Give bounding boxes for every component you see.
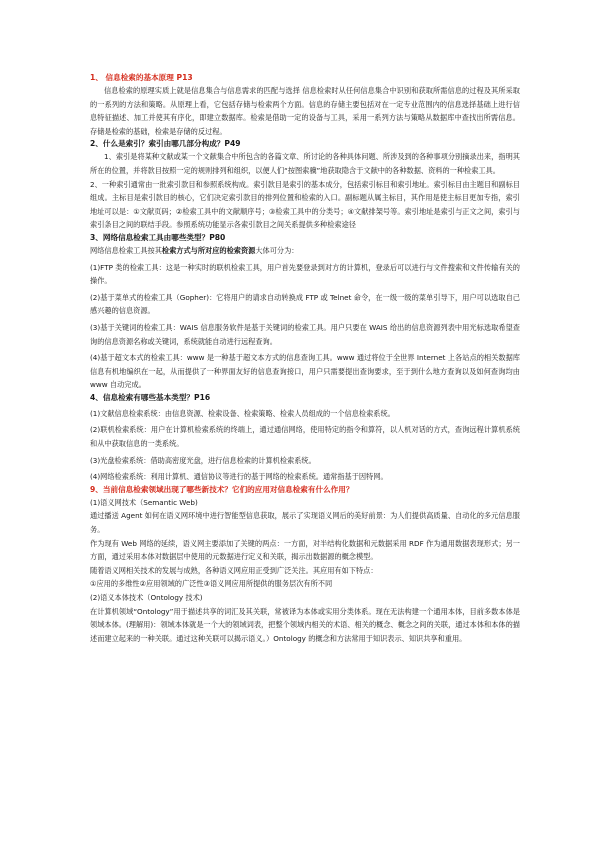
section-3-heading: 3、网络信息检索工具由哪些类型？P80 <box>90 232 226 242</box>
section-4-heading: 4、信息检索有哪些基本类型？P16 <box>90 392 211 402</box>
section-9-paragraph-5: 在计算机领域“Ontology”用于描述共享的词汇及其关联，常被译为本体或实用分类体系。现在无法构建一个通用本体，目前多数本体是领域本体。(理解用)：领域本体就是一个大的领域词表，把整个领域内相关的术语、相关的概念、概念之间的关联，通过本体和本体的描述而建立起来的一种关联。通过这种关联可以揭示语义。）Ontology 的概念和方法常用于知识表示、知识共享和重用。 <box>90 606 520 643</box>
section-2-paragraph-2: 2、一种索引通常由一批索引款目和参照系统构成。索引款目是索引的基本成分，包括索引标目和索引地址。索引标目由主题目和副标目组成。主标目是索引款目的核心，它们决定索引款目的排列位置和检索的入口。副标题从属主标目，其作用是使主标目更加专指，索引地址可以是：①文献页码；②检索工具中的文献顺序号；③检索工具中的分类号；④文献排架号等。索引地址是索引与正文之间，索引与索引条目之间的联结手段。参照系统功能显示各索引款目之间关系提供多种检索途径 <box>90 179 520 230</box>
section-3-item-2: (2)基于菜单式的检索工具（Gopher)：它将用户的请求自动转换成 FTP 或 Telnet 命令，在一级一级的菜单引导下，用户可以选取自己感兴趣的信息资源。 <box>90 292 520 316</box>
section-1-heading: 1、 信息检索的基本原理 P13 <box>90 73 193 82</box>
section-9-paragraph-1: 通过播送 Agent 如何在语义网环境中进行智能型信息获取，展示了实现语义网后的美好前景：为人们提供高质量、自动化的多元信息服务。 <box>90 511 520 535</box>
section-3-intro <box>90 244 520 258</box>
section-4-item-1: (1)文献信息检索系统：由信息资源、检索设备、检索策略、检索人员组成的一个信息检索系统。 <box>90 408 395 418</box>
section-4-item-3: (3)光盘检索系统：借助高密度光盘，进行信息检索的计算机检索系统。 <box>90 455 316 465</box>
section-3-item-4: (4)基于超文本式的检索工具：www 是一种基于超文本方式的信息查询工具。www 通过将位于全世界 Internet 上各站点的相关数据库信息有机地编织在一起，从而提供了一种界面友好的信息查询接口，用户只需要提出查询要求，至于到什么地方查询以及如何查询均由 www 自动完成。 <box>90 353 520 390</box>
section-4-item-2: (2)联机检索系统：用户在计算机检索系统的终端上，通过通信网络，使用特定的指令和算符，以人机对话的方式，查询远程计算机系统和从中获取信息的一类系统。 <box>90 425 520 449</box>
section-1-paragraph: 信息检索的原理实质上就是信息集合与信息需求的匹配与选择 信息检索时从任何信息集合中识别和获取所需信息的过程及其所采取的一系列的方法和策略。从原理上看，它包括存储与检索两个方面。信息的存储主要包括对在一定专业范围内的信息选择基础上进行信息特征描述、加工并使其有序化，即建立数据库。检索是借助一定的设备与工具，采用一系列方法与策略从数据库中查找出所需信息。存储是检索的基础，检索是存储的反过程。 <box>90 86 520 136</box>
section-3-item-1: (1)FTP 类的检索工具：这是一种实时的联机检索工具，用户首先要登录到对方的计算机，登录后可以进行与文件搜索和文件传输有关的操作。 <box>90 262 520 286</box>
section-3-intro-a: 网络信息检索工具按其 <box>90 245 162 255</box>
section-9-subheading-2: (2)语义本体技术（Ontology 技术) <box>90 593 203 602</box>
section-2-paragraph-1: 1、索引是将某种文献或某一个文献集合中所包含的各篇文章、所讨论的各种具体问题、所涉及到的各种事项分别摘录出来，指明其所在的位置，并将款目按照一定的规则排列和组织，以便人们“按图索骥”地获取隐含于文献中的各种数据、资料的一种检索工具。 <box>90 152 520 175</box>
section-9-paragraph-2: 作为现有 Web 网络的延续，语义网主要添加了关键的两点：一方面，对半结构化数据和元数据采用 RDF 作为通用数据表现形式；另一方面，通过采用本体对数据层中使用的元数据进行定义和关联，揭示出数据源的概念模型。 <box>90 538 520 562</box>
section-4-item-4: (4)网络检索系统：利用计算机、通信协议等进行的基于网络的检索系统。通常指基于因特网。 <box>90 472 388 482</box>
section-3-intro-keyword: 检索方式与所对应的检索资源 <box>161 245 256 255</box>
document-page <box>90 72 520 645</box>
section-9-subheading-1: (1)语义网技术（Semantic Web) <box>90 497 198 507</box>
section-3-intro-b: 大体可分为： <box>255 245 299 255</box>
section-9-paragraph-4: ①应用的多维性②应用领域的广泛性③语义网应用所提供的服务层次有所不同 <box>90 579 333 589</box>
section-2-heading: 2、什么是索引？索引由哪几部分构成？P49 <box>90 139 241 149</box>
section-9-heading: 9、当前信息检索领域出现了哪些新技术？它们的应用对信息检索有什么作用？ <box>90 484 354 494</box>
section-3-item-3: (3)基于关键词的检索工具：WAIS 信息服务软件是基于关键词的检索工具。用户只要在 WAIS 给出的信息资源列表中用光标选取希望查询的信息资源名称或关键词，系统就能自动进行远程查询。 <box>90 322 520 346</box>
section-9-paragraph-3: 随着语义网相关技术的发展与成熟，各种语义网应用正受到广泛关注。其应用有如下特点： <box>90 565 378 575</box>
